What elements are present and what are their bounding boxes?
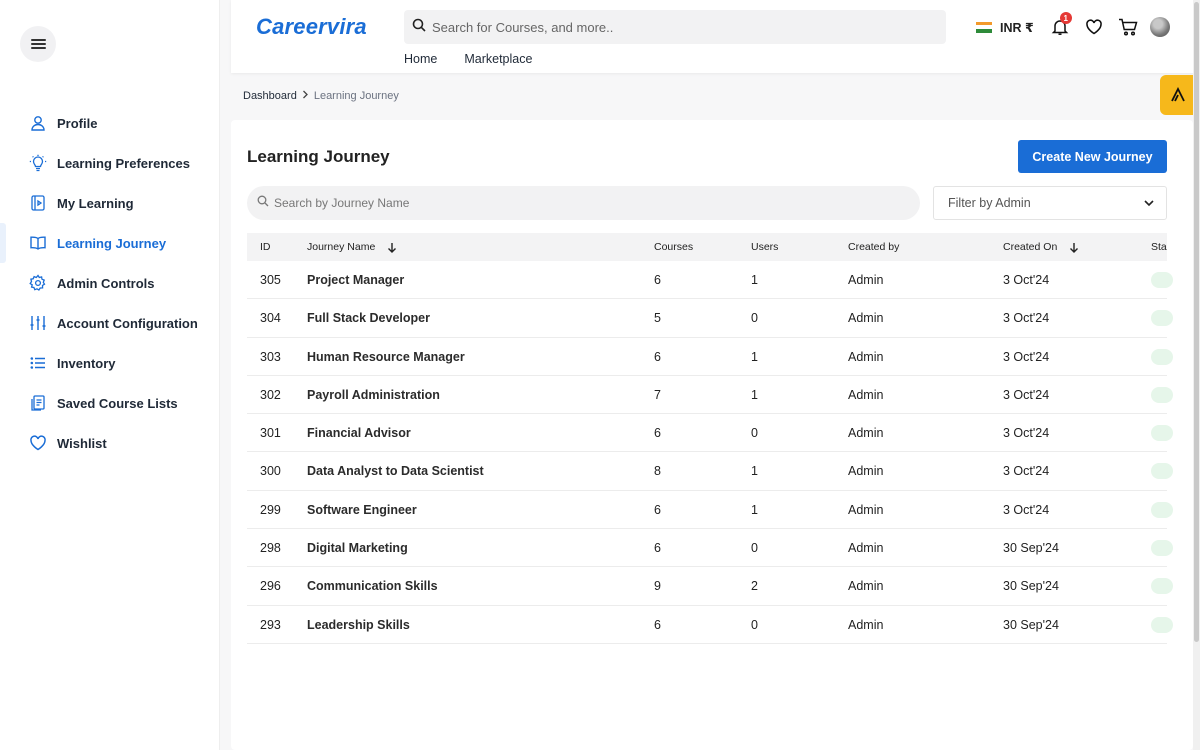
- sidebar-item-label: Inventory: [57, 355, 116, 371]
- brand-logo[interactable]: Careervira: [256, 14, 367, 39]
- column-header-courses[interactable]: Courses: [654, 241, 694, 253]
- status-badge[interactable]: [1151, 425, 1173, 441]
- cell-created-on: 3 Oct'24: [1003, 273, 1050, 287]
- cell-courses: 6: [654, 273, 661, 287]
- cell-created-on: 30 Sep'24: [1003, 579, 1059, 594]
- cell-courses: 6: [654, 617, 661, 632]
- status-cell: [1151, 529, 1173, 567]
- video-book-icon: [28, 193, 48, 213]
- sidebar-item-label: Wishlist: [57, 435, 107, 451]
- search-icon: [257, 194, 269, 212]
- currency-selector[interactable]: INR ₹: [1000, 20, 1034, 35]
- journey-search-input[interactable]: [274, 196, 894, 210]
- status-cell: [1151, 338, 1173, 376]
- filter-admin-label: Filter by Admin: [948, 196, 1031, 210]
- sidebar-item-admin-controls[interactable]: [0, 263, 220, 303]
- status-cell: [1151, 299, 1173, 337]
- sidebar-nav: [0, 103, 220, 463]
- cell-created-on: 3 Oct'24: [1003, 502, 1050, 517]
- top-nav: [404, 52, 532, 66]
- chevron-down-icon: [1144, 196, 1154, 210]
- sort-arrow-down-icon: [387, 242, 397, 253]
- lightbulb-icon: [28, 153, 48, 173]
- cell-created-on: 3 Oct'24: [1003, 387, 1050, 402]
- sidebar-item-label: Account Configuration: [57, 315, 198, 331]
- breadcrumb-dashboard-link[interactable]: Dashboard: [243, 90, 297, 102]
- filter-admin-select[interactable]: [933, 186, 1167, 220]
- cell-created-by: Admin: [848, 349, 884, 364]
- column-header-created-on[interactable]: [1003, 233, 1079, 261]
- table-row[interactable]: [247, 338, 1167, 376]
- copy-list-icon: [28, 393, 48, 413]
- chevron-right-icon: [302, 90, 309, 102]
- status-cell: [1151, 414, 1173, 452]
- global-search-input[interactable]: [432, 20, 932, 35]
- table-row[interactable]: [247, 414, 1167, 452]
- floating-widget-button[interactable]: [1160, 75, 1196, 115]
- column-header-created-by[interactable]: Created by: [848, 241, 900, 253]
- cell-created-on: 3 Oct'24: [1003, 426, 1050, 441]
- cell-users: 0: [751, 617, 758, 632]
- column-header-users[interactable]: Users: [751, 241, 779, 253]
- cell-id: 296: [260, 579, 281, 594]
- cell-journey-name: Software Engineer: [307, 502, 417, 517]
- sidebar-item-wishlist[interactable]: [0, 423, 220, 463]
- cell-journey-name: Financial Advisor: [307, 426, 411, 441]
- cell-created-by: Admin: [848, 617, 884, 632]
- menu-toggle-button[interactable]: [20, 26, 56, 62]
- sidebar-item-account-configuration[interactable]: [0, 303, 220, 343]
- status-badge[interactable]: [1151, 349, 1173, 365]
- cell-users: 0: [751, 426, 758, 441]
- cell-created-by: Admin: [848, 541, 884, 556]
- sidebar-item-label: Learning Journey: [57, 235, 167, 251]
- top-header: [231, 0, 1200, 73]
- cell-id: 298: [260, 541, 281, 556]
- list-icon: [28, 353, 48, 373]
- status-badge[interactable]: [1151, 540, 1173, 556]
- sidebar-item-label: Profile: [57, 115, 98, 131]
- cell-journey-name: Communication Skills: [307, 579, 438, 594]
- cell-courses: 9: [654, 579, 661, 594]
- sidebar: [0, 0, 220, 750]
- cart-button[interactable]: [1116, 15, 1140, 39]
- cell-created-on: 30 Sep'24: [1003, 541, 1059, 556]
- cell-courses: 6: [654, 541, 661, 556]
- cell-journey-name: Human Resource Manager: [307, 349, 465, 364]
- scrollbar-thumb[interactable]: [1194, 2, 1199, 642]
- global-search: [404, 10, 946, 44]
- sidebar-item-inventory[interactable]: [0, 343, 220, 383]
- status-badge[interactable]: [1151, 502, 1173, 518]
- status-badge[interactable]: [1151, 578, 1173, 594]
- cell-courses: 6: [654, 349, 661, 364]
- cell-id: 299: [260, 502, 281, 517]
- breadcrumb-current: Learning Journey: [313, 90, 399, 102]
- status-badge[interactable]: [1151, 310, 1173, 326]
- status-cell: [1151, 567, 1173, 605]
- cell-created-on: 3 Oct'24: [1003, 464, 1050, 479]
- cell-courses: 5: [654, 311, 661, 326]
- avatar[interactable]: [1150, 17, 1170, 37]
- status-cell: [1151, 491, 1173, 529]
- notification-badge: 1: [1060, 12, 1072, 24]
- journey-search: [247, 186, 920, 220]
- table-row[interactable]: [247, 261, 1167, 299]
- page-scrollbar[interactable]: [1193, 0, 1200, 750]
- cell-id: 293: [260, 617, 281, 632]
- table-row[interactable]: [247, 567, 1167, 605]
- cell-journey-name: Data Analyst to Data Scientist: [307, 464, 484, 479]
- sidebar-item-label: Admin Controls: [57, 275, 155, 291]
- table-row[interactable]: [247, 299, 1167, 337]
- table-header: [247, 233, 1167, 261]
- cell-id: 303: [260, 349, 281, 364]
- notification-button[interactable]: [1048, 15, 1072, 39]
- hamburger-icon: [31, 39, 46, 41]
- status-cell: [1151, 452, 1173, 490]
- search-icon: [412, 18, 426, 37]
- open-book-icon: [28, 233, 48, 253]
- create-new-journey-button[interactable]: Create New Journey: [1018, 140, 1167, 173]
- cell-journey-name: Payroll Administration: [307, 387, 440, 402]
- page-title: Learning Journey: [247, 147, 390, 166]
- table-row[interactable]: [247, 491, 1167, 529]
- cell-journey-name: Leadership Skills: [307, 617, 410, 632]
- table-row[interactable]: [247, 606, 1167, 644]
- table-row[interactable]: [247, 452, 1167, 490]
- status-cell: [1151, 261, 1173, 299]
- cell-users: 1: [751, 349, 758, 364]
- cell-courses: 8: [654, 464, 661, 479]
- column-header-journey-name[interactable]: [307, 233, 397, 261]
- table-body: [247, 261, 1167, 644]
- sidebar-item-label: My Learning: [57, 195, 134, 211]
- cell-users: 0: [751, 311, 758, 326]
- status-cell: [1151, 606, 1173, 644]
- column-header-label: Created On: [1003, 241, 1058, 253]
- table-row[interactable]: [247, 529, 1167, 567]
- heart-icon: [1085, 18, 1103, 36]
- cell-journey-name: Project Manager: [307, 273, 405, 287]
- status-badge[interactable]: [1151, 387, 1173, 403]
- column-header-id[interactable]: ID: [260, 241, 271, 253]
- user-icon: [28, 113, 48, 133]
- cell-users: 2: [751, 579, 758, 594]
- column-header-label: Journey Name: [307, 241, 376, 253]
- heart-icon: [28, 433, 48, 453]
- cell-created-by: Admin: [848, 426, 884, 441]
- cell-journey-name: Full Stack Developer: [307, 311, 430, 326]
- cell-courses: 7: [654, 387, 661, 402]
- cell-courses: 6: [654, 502, 661, 517]
- cell-id: 302: [260, 387, 281, 402]
- sidebar-item-label: Learning Preferences: [57, 155, 190, 171]
- sidebar-item-profile[interactable]: [0, 103, 220, 143]
- cell-id: 301: [260, 426, 281, 441]
- cell-created-by: Admin: [848, 311, 884, 326]
- header-actions: [976, 14, 1170, 40]
- cell-created-by: Admin: [848, 387, 884, 402]
- breadcrumb: [243, 90, 399, 102]
- cell-users: 1: [751, 273, 758, 287]
- journey-table: [247, 233, 1167, 644]
- cell-created-by: Admin: [848, 273, 884, 287]
- brand-widget-icon: [1170, 87, 1186, 103]
- nav-marketplace-link[interactable]: Marketplace: [464, 52, 533, 66]
- status-badge[interactable]: [1151, 617, 1173, 633]
- sort-arrow-down-icon: [1069, 242, 1079, 253]
- gear-icon: [28, 273, 48, 293]
- status-badge[interactable]: [1151, 272, 1173, 288]
- cell-created-on: 3 Oct'24: [1003, 349, 1050, 364]
- status-badge[interactable]: [1151, 463, 1173, 479]
- wishlist-button[interactable]: [1082, 15, 1106, 39]
- sidebar-item-label: Saved Course Lists: [57, 395, 178, 411]
- cell-users: 0: [751, 541, 758, 556]
- status-cell: [1151, 376, 1173, 414]
- cell-id: 304: [260, 311, 281, 326]
- cell-created-by: Admin: [848, 502, 884, 517]
- cart-icon: [1118, 18, 1138, 36]
- column-header-status[interactable]: Sta: [1151, 241, 1167, 253]
- sidebar-item-learning-journey[interactable]: [0, 223, 220, 263]
- cell-users: 1: [751, 387, 758, 402]
- cell-journey-name: Digital Marketing: [307, 541, 408, 556]
- cell-courses: 6: [654, 426, 661, 441]
- sidebar-item-my-learning[interactable]: [0, 183, 220, 223]
- sidebar-item-learning-preferences[interactable]: [0, 143, 220, 183]
- cell-id: 305: [260, 273, 281, 287]
- cell-id: 300: [260, 464, 281, 479]
- cell-created-by: Admin: [848, 464, 884, 479]
- cell-created-by: Admin: [848, 579, 884, 594]
- sliders-icon: [28, 313, 48, 333]
- table-row[interactable]: [247, 376, 1167, 414]
- cell-users: 1: [751, 502, 758, 517]
- nav-home-link[interactable]: Home: [404, 52, 438, 66]
- cell-created-on: 30 Sep'24: [1003, 617, 1059, 632]
- india-flag-icon: [976, 22, 992, 33]
- main-card: [231, 120, 1193, 750]
- sidebar-item-saved-course-lists[interactable]: [0, 383, 220, 423]
- cell-users: 1: [751, 464, 758, 479]
- cell-created-on: 3 Oct'24: [1003, 311, 1050, 326]
